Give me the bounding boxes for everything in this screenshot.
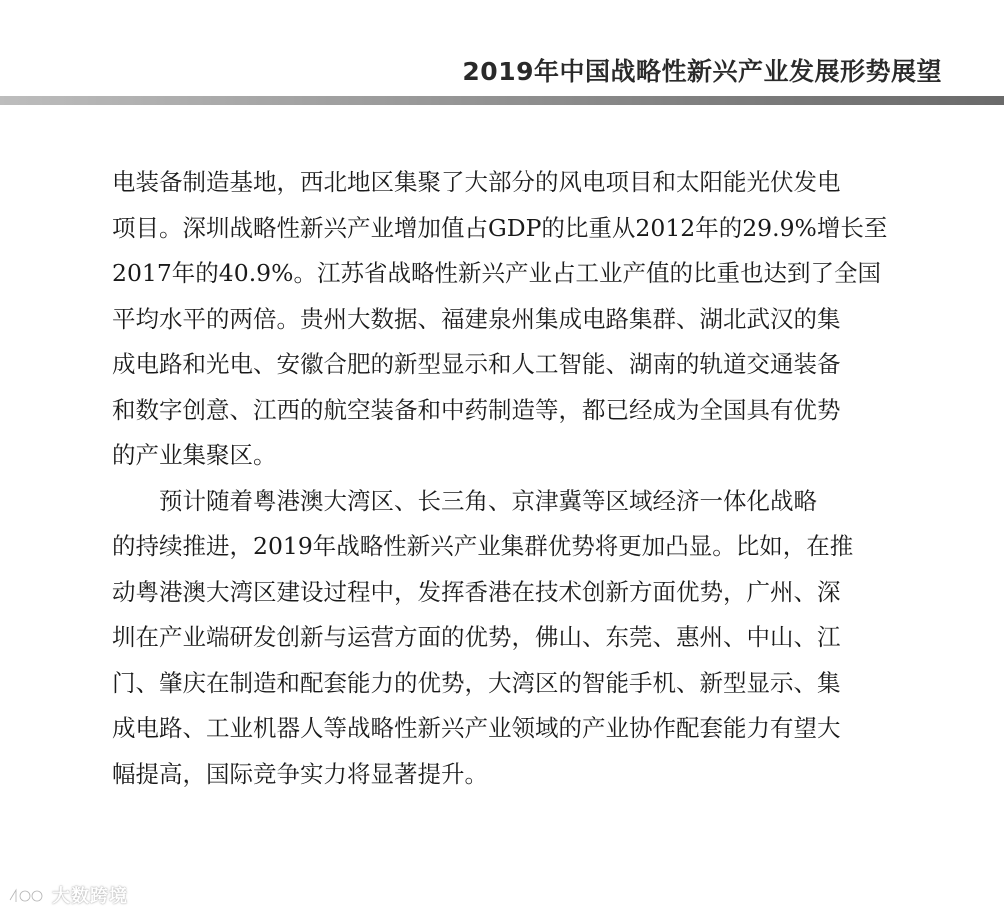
- page-header-title: 2019年中国战略性新兴产业发展形势展望: [462, 57, 942, 86]
- watermark: [6, 882, 128, 908]
- watermark-text: 大数跨境: [52, 886, 128, 907]
- text-line: 幅提高，国际竞争实力将显著提升。: [112, 759, 488, 788]
- text-line: 和数字创意、江西的航空装备和中药制造等，都已经成为全国具有优势: [112, 395, 841, 424]
- header-divider: [0, 96, 1004, 105]
- paragraph-start-line: 预计随着粤港澳大湾区、长三角、京津冀等区域经济一体化战略: [159, 486, 817, 515]
- text-line: 圳在产业端研发创新与运营方面的优势，佛山、东莞、惠州、中山、江: [112, 623, 841, 651]
- text-line: 的持续推进，2019年战略性新兴产业集群优势将更加凸显。比如，在推: [112, 532, 854, 560]
- body-text: [112, 160, 942, 797]
- text-line: 成电路和光电、安徽合肥的新型显示和人工智能、湖南的轨道交通装备: [112, 350, 841, 378]
- text-line: 的产业集聚区。: [112, 441, 277, 469]
- watermark-logo-icon: [6, 882, 46, 908]
- text-line: 成电路、工业机器人等战略性新兴产业领域的产业协作配套能力有望大: [112, 714, 841, 742]
- text-line: 门、肇庆在制造和配套能力的优势，大湾区的智能手机、新型显示、集: [112, 668, 841, 697]
- text-line: 动粤港澳大湾区建设过程中，发挥香港在技术创新方面优势，广州、深: [112, 577, 841, 606]
- text-line: 2017年的40.9%。江苏省战略性新兴产业占工业产值的比重也达到了全国: [112, 259, 881, 287]
- text-line: 电装备制造基地，西北地区集聚了大部分的风电项目和太阳能光伏发电: [112, 168, 841, 196]
- text-line: 项目。深圳战略性新兴产业增加值占GDP的比重从2012年的29.9%增长至: [112, 213, 888, 242]
- text-line: 平均水平的两倍。贵州大数据、福建泉州集成电路集群、湖北武汉的集: [112, 304, 841, 333]
